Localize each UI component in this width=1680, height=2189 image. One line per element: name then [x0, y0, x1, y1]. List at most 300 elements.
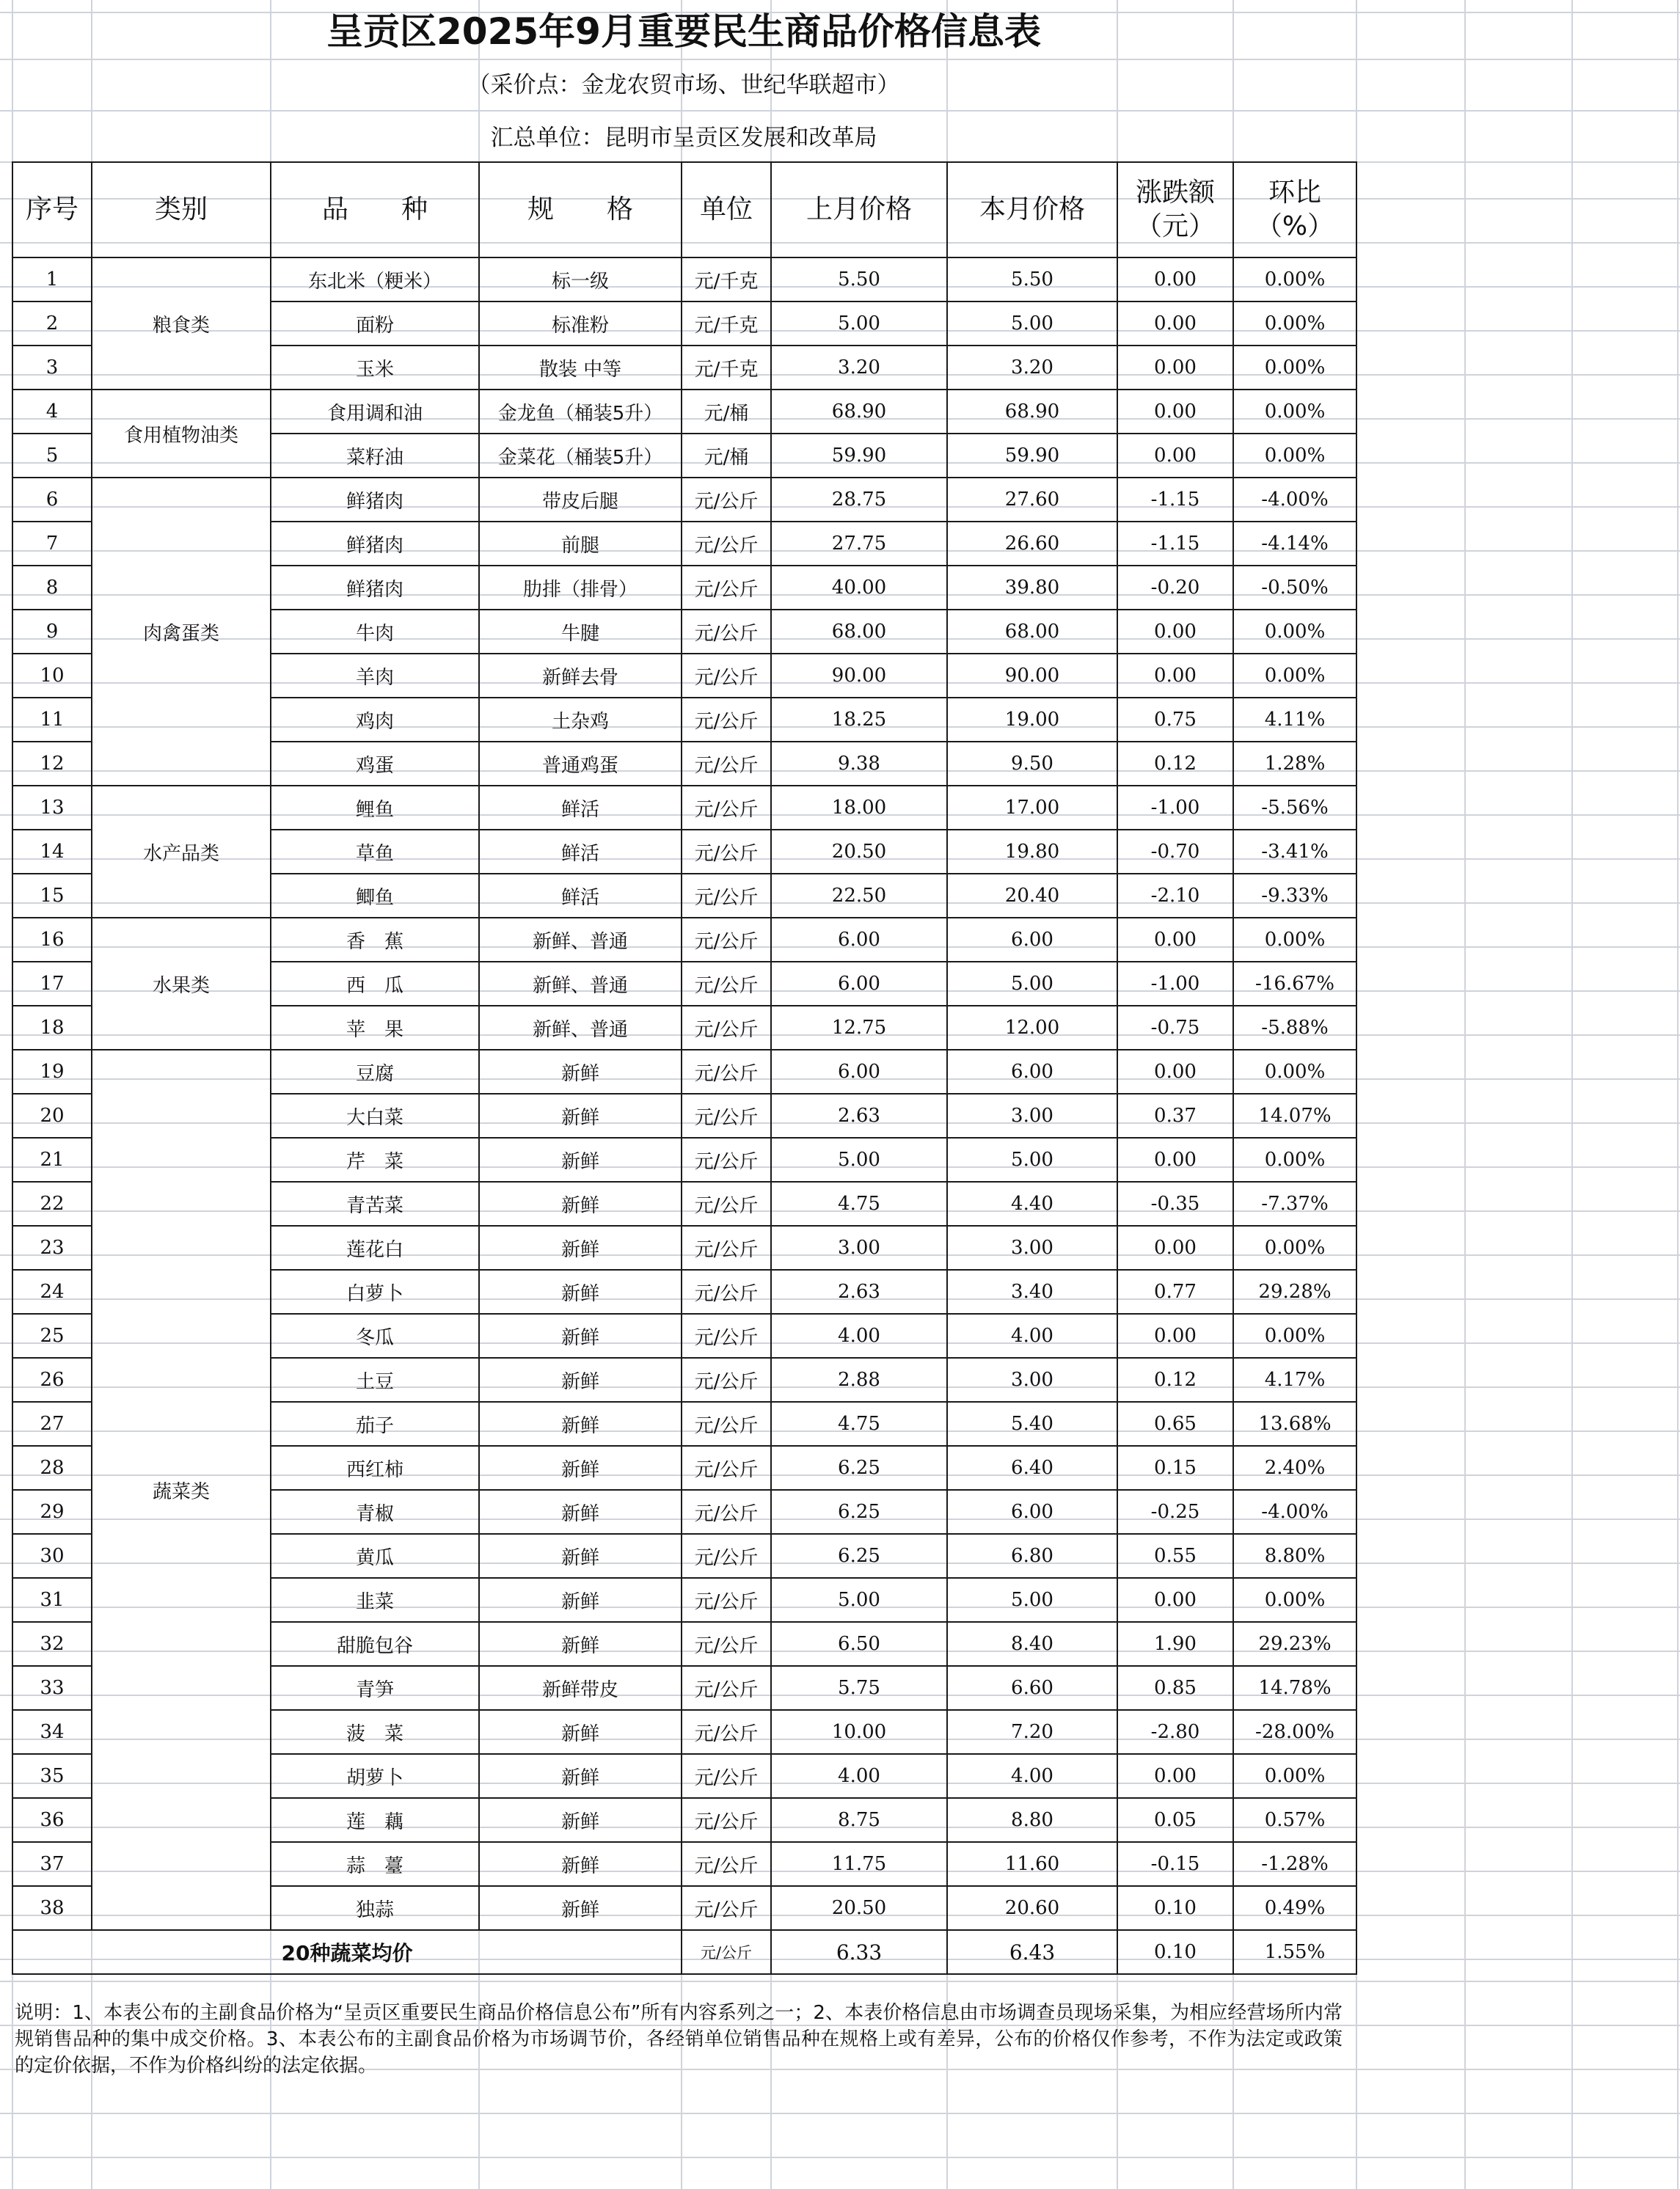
cell-spec: 新鲜带皮: [479, 1666, 682, 1710]
cell-ratio: -28.00%: [1233, 1710, 1356, 1754]
cell-unit: 元/公斤: [682, 742, 771, 786]
cell-change: -0.70: [1117, 830, 1233, 874]
cell-variety: 鸡肉: [271, 698, 479, 742]
cell-current-price: 4.00: [947, 1314, 1117, 1358]
cell-seq: 9: [12, 610, 92, 654]
cell-last-price: 12.75: [771, 1006, 947, 1050]
cell-unit: 元/公斤: [682, 1006, 771, 1050]
cell-change: 0.85: [1117, 1666, 1233, 1710]
cell-unit: 元/公斤: [682, 786, 771, 830]
header-unit: 单位: [682, 162, 771, 257]
cell-spec: 土杂鸡: [479, 698, 682, 742]
cell-last-price: 11.75: [771, 1842, 947, 1886]
cell-current-price: 5.00: [947, 1138, 1117, 1182]
cell-last-price: 9.38: [771, 742, 947, 786]
cell-variety: 鲜猪肉: [271, 522, 479, 566]
cell-spec: 新鲜: [479, 1402, 682, 1446]
cell-change: 0.55: [1117, 1534, 1233, 1578]
cell-seq: 35: [12, 1754, 92, 1798]
grid-line-vertical: [1677, 0, 1679, 2189]
cell-change: -0.75: [1117, 1006, 1233, 1050]
cell-category: 粮食类: [92, 257, 271, 390]
collection-points: （采价点：金龙农贸市场、世纪华联超市）: [467, 72, 900, 98]
cell-unit: 元/公斤: [682, 1226, 771, 1270]
cell-spec: 新鲜、普通: [479, 962, 682, 1006]
cell-unit: 元/千克: [682, 346, 771, 390]
cell-ratio: -4.00%: [1233, 478, 1356, 522]
cell-seq: 33: [12, 1666, 92, 1710]
cell-variety: 苹 果: [271, 1006, 479, 1050]
average-ratio: 1.55%: [1233, 1930, 1356, 1974]
cell-variety: 豆腐: [271, 1050, 479, 1094]
cell-ratio: -0.50%: [1233, 566, 1356, 610]
cell-current-price: 19.00: [947, 698, 1117, 742]
cell-last-price: 5.00: [771, 1578, 947, 1622]
cell-current-price: 8.80: [947, 1798, 1117, 1842]
cell-change: 0.00: [1117, 918, 1233, 962]
cell-current-price: 4.00: [947, 1754, 1117, 1798]
cell-change: -0.20: [1117, 566, 1233, 610]
cell-unit: 元/公斤: [682, 1754, 771, 1798]
cell-seq: 27: [12, 1402, 92, 1446]
cell-change: 0.00: [1117, 654, 1233, 698]
cell-seq: 19: [12, 1050, 92, 1094]
cell-last-price: 27.75: [771, 522, 947, 566]
cell-ratio: 0.00%: [1233, 390, 1356, 434]
cell-change: 0.75: [1117, 698, 1233, 742]
cell-current-price: 17.00: [947, 786, 1117, 830]
cell-variety: 玉米: [271, 346, 479, 390]
cell-variety: 羊肉: [271, 654, 479, 698]
cell-spec: 新鲜去骨: [479, 654, 682, 698]
cell-unit: 元/公斤: [682, 1270, 771, 1314]
average-change: 0.10: [1117, 1930, 1233, 1974]
cell-change: 0.12: [1117, 1358, 1233, 1402]
cell-unit: 元/公斤: [682, 1490, 771, 1534]
cell-last-price: 40.00: [771, 566, 947, 610]
cell-last-price: 2.88: [771, 1358, 947, 1402]
cell-current-price: 9.50: [947, 742, 1117, 786]
cell-last-price: 5.00: [771, 302, 947, 346]
cell-current-price: 8.40: [947, 1622, 1117, 1666]
cell-current-price: 3.40: [947, 1270, 1117, 1314]
cell-current-price: 7.20: [947, 1710, 1117, 1754]
cell-current-price: 20.60: [947, 1886, 1117, 1930]
cell-change: 0.00: [1117, 434, 1233, 478]
cell-ratio: 0.00%: [1233, 1314, 1356, 1358]
cell-spec: 新鲜: [479, 1270, 682, 1314]
cell-change: 0.65: [1117, 1402, 1233, 1446]
cell-last-price: 20.50: [771, 1886, 947, 1930]
cell-change: 0.00: [1117, 1050, 1233, 1094]
cell-unit: 元/公斤: [682, 566, 771, 610]
cell-spec: 鲜活: [479, 830, 682, 874]
cell-seq: 32: [12, 1622, 92, 1666]
cell-seq: 21: [12, 1138, 92, 1182]
cell-variety: 土豆: [271, 1358, 479, 1402]
cell-last-price: 8.75: [771, 1798, 947, 1842]
cell-spec: 新鲜、普通: [479, 918, 682, 962]
cell-change: -0.35: [1117, 1182, 1233, 1226]
cell-spec: 新鲜: [479, 1842, 682, 1886]
cell-category: 食用植物油类: [92, 390, 271, 478]
cell-change: 0.00: [1117, 1754, 1233, 1798]
cell-current-price: 68.90: [947, 390, 1117, 434]
cell-unit: 元/公斤: [682, 1358, 771, 1402]
cell-spec: 新鲜、普通: [479, 1006, 682, 1050]
cell-variety: 面粉: [271, 302, 479, 346]
cell-seq: 17: [12, 962, 92, 1006]
cell-unit: 元/桶: [682, 390, 771, 434]
cell-ratio: -9.33%: [1233, 874, 1356, 918]
cell-ratio: 0.00%: [1233, 1578, 1356, 1622]
cell-spec: 新鲜: [479, 1886, 682, 1930]
cell-ratio: 2.40%: [1233, 1446, 1356, 1490]
header-ratio: [1233, 162, 1356, 257]
cell-variety: 茄子: [271, 1402, 479, 1446]
cell-ratio: -3.41%: [1233, 830, 1356, 874]
cell-variety: 东北米（粳米）: [271, 257, 479, 302]
cell-change: 0.37: [1117, 1094, 1233, 1138]
cell-current-price: 39.80: [947, 566, 1117, 610]
cell-last-price: 68.90: [771, 390, 947, 434]
table-row: [12, 478, 1356, 522]
cell-seq: 11: [12, 698, 92, 742]
cell-current-price: 6.00: [947, 1490, 1117, 1534]
cell-current-price: 20.40: [947, 874, 1117, 918]
cell-last-price: 18.25: [771, 698, 947, 742]
cell-unit: 元/公斤: [682, 1666, 771, 1710]
cell-unit: 元/公斤: [682, 1534, 771, 1578]
cell-variety: 鲫鱼: [271, 874, 479, 918]
cell-last-price: 10.00: [771, 1710, 947, 1754]
cell-seq: 30: [12, 1534, 92, 1578]
cell-seq: 37: [12, 1842, 92, 1886]
cell-ratio: 0.00%: [1233, 1050, 1356, 1094]
cell-seq: 18: [12, 1006, 92, 1050]
table-row: [12, 390, 1356, 434]
summary-unit: 汇总单位：昆明市呈贡区发展和改革局: [490, 125, 877, 151]
cell-last-price: 4.00: [771, 1754, 947, 1798]
cell-current-price: 5.50: [947, 257, 1117, 302]
header-last-price: 上月价格: [771, 162, 947, 257]
header-change: [1117, 162, 1233, 257]
cell-seq: 25: [12, 1314, 92, 1358]
cell-change: 0.05: [1117, 1798, 1233, 1842]
cell-variety: 蒜 薹: [271, 1842, 479, 1886]
cell-spec: 新鲜: [479, 1182, 682, 1226]
cell-spec: 新鲜: [479, 1534, 682, 1578]
cell-spec: 新鲜: [479, 1094, 682, 1138]
cell-seq: 16: [12, 918, 92, 962]
cell-unit: 元/公斤: [682, 478, 771, 522]
grid-line-horizontal: [0, 2113, 1680, 2114]
average-unit: 元/公斤: [682, 1930, 771, 1974]
cell-ratio: 0.00%: [1233, 918, 1356, 962]
cell-seq: 31: [12, 1578, 92, 1622]
cell-ratio: 0.49%: [1233, 1886, 1356, 1930]
cell-change: 0.00: [1117, 346, 1233, 390]
average-label: 20种蔬菜均价: [12, 1930, 682, 1974]
cell-last-price: 6.00: [771, 918, 947, 962]
cell-seq: 23: [12, 1226, 92, 1270]
cell-change: -1.00: [1117, 962, 1233, 1006]
cell-unit: 元/公斤: [682, 1578, 771, 1622]
cell-spec: 散装 中等: [479, 346, 682, 390]
cell-change: 0.12: [1117, 742, 1233, 786]
cell-current-price: 3.00: [947, 1358, 1117, 1402]
cell-seq: 38: [12, 1886, 92, 1930]
cell-ratio: -4.14%: [1233, 522, 1356, 566]
cell-last-price: 18.00: [771, 786, 947, 830]
cell-current-price: 5.00: [947, 1578, 1117, 1622]
average-row: [12, 1930, 1356, 1974]
cell-change: 0.00: [1117, 1578, 1233, 1622]
cell-variety: 草鱼: [271, 830, 479, 874]
cell-change: 0.15: [1117, 1446, 1233, 1490]
cell-ratio: 29.23%: [1233, 1622, 1356, 1666]
cell-unit: 元/公斤: [682, 654, 771, 698]
cell-unit: 元/公斤: [682, 1622, 771, 1666]
cell-change: 0.77: [1117, 1270, 1233, 1314]
cell-change: -1.15: [1117, 522, 1233, 566]
header-category: 类别: [92, 162, 271, 257]
cell-spec: 新鲜: [479, 1358, 682, 1402]
cell-change: 0.10: [1117, 1886, 1233, 1930]
cell-current-price: 6.00: [947, 1050, 1117, 1094]
cell-current-price: 6.60: [947, 1666, 1117, 1710]
cell-change: -1.15: [1117, 478, 1233, 522]
cell-current-price: 3.00: [947, 1094, 1117, 1138]
cell-spec: 新鲜: [479, 1622, 682, 1666]
cell-spec: 金龙鱼（桶装5升）: [479, 390, 682, 434]
cell-change: 0.00: [1117, 1138, 1233, 1182]
cell-variety: 芹 菜: [271, 1138, 479, 1182]
cell-last-price: 4.00: [771, 1314, 947, 1358]
grid-line-horizontal: [0, 1981, 1680, 1982]
cell-last-price: 22.50: [771, 874, 947, 918]
average-last-price: 6.33: [771, 1930, 947, 1974]
cell-spec: 新鲜: [479, 1226, 682, 1270]
cell-change: -0.25: [1117, 1490, 1233, 1534]
cell-variety: 鲤鱼: [271, 786, 479, 830]
cell-unit: 元/公斤: [682, 1182, 771, 1226]
cell-seq: 10: [12, 654, 92, 698]
cell-spec: 肋排（排骨）: [479, 566, 682, 610]
cell-spec: 前腿: [479, 522, 682, 566]
cell-spec: 新鲜: [479, 1138, 682, 1182]
cell-ratio: 29.28%: [1233, 1270, 1356, 1314]
cell-spec: 新鲜: [479, 1798, 682, 1842]
cell-variety: 鲜猪肉: [271, 478, 479, 522]
cell-last-price: 59.90: [771, 434, 947, 478]
cell-seq: 28: [12, 1446, 92, 1490]
header-spec: 规 格: [479, 162, 682, 257]
cell-spec: 鲜活: [479, 786, 682, 830]
page-title: 呈贡区2025年9月重要民生商品价格信息表: [326, 10, 1041, 53]
cell-variety: 胡萝卜: [271, 1754, 479, 1798]
cell-category: 水产品类: [92, 786, 271, 918]
cell-ratio: -5.56%: [1233, 786, 1356, 830]
table-row: [12, 257, 1356, 302]
cell-last-price: 6.25: [771, 1490, 947, 1534]
cell-spec: 新鲜: [479, 1754, 682, 1798]
cell-ratio: 14.07%: [1233, 1094, 1356, 1138]
cell-last-price: 6.25: [771, 1446, 947, 1490]
cell-current-price: 27.60: [947, 478, 1117, 522]
cell-spec: 金菜花（桶装5升）: [479, 434, 682, 478]
cell-ratio: -1.28%: [1233, 1842, 1356, 1886]
cell-variety: 食用调和油: [271, 390, 479, 434]
cell-last-price: 2.63: [771, 1094, 947, 1138]
cell-last-price: 6.25: [771, 1534, 947, 1578]
cell-seq: 7: [12, 522, 92, 566]
cell-seq: 34: [12, 1710, 92, 1754]
cell-variety: 青苦菜: [271, 1182, 479, 1226]
cell-category: 肉禽蛋类: [92, 478, 271, 786]
cell-variety: 莲花白: [271, 1226, 479, 1270]
cell-last-price: 20.50: [771, 830, 947, 874]
cell-last-price: 3.00: [771, 1226, 947, 1270]
cell-unit: 元/公斤: [682, 698, 771, 742]
cell-spec: 标一级: [479, 257, 682, 302]
cell-ratio: 0.00%: [1233, 1138, 1356, 1182]
cell-spec: 带皮后腿: [479, 478, 682, 522]
cell-ratio: 0.00%: [1233, 1754, 1356, 1798]
cell-ratio: 0.00%: [1233, 302, 1356, 346]
cell-seq: 29: [12, 1490, 92, 1534]
cell-current-price: 6.80: [947, 1534, 1117, 1578]
cell-ratio: 13.68%: [1233, 1402, 1356, 1446]
cell-spec: 新鲜: [479, 1710, 682, 1754]
cell-spec: 新鲜: [479, 1578, 682, 1622]
cell-unit: 元/公斤: [682, 1050, 771, 1094]
cell-seq: 8: [12, 566, 92, 610]
cell-ratio: 0.00%: [1233, 346, 1356, 390]
cell-variety: 冬瓜: [271, 1314, 479, 1358]
cell-ratio: -5.88%: [1233, 1006, 1356, 1050]
cell-unit: 元/公斤: [682, 1094, 771, 1138]
cell-current-price: 5.00: [947, 302, 1117, 346]
cell-last-price: 5.50: [771, 257, 947, 302]
cell-last-price: 5.00: [771, 1138, 947, 1182]
cell-change: 0.00: [1117, 610, 1233, 654]
cell-variety: 独蒜: [271, 1886, 479, 1930]
cell-current-price: 11.60: [947, 1842, 1117, 1886]
cell-current-price: 68.00: [947, 610, 1117, 654]
cell-category: 蔬菜类: [92, 1050, 271, 1930]
cell-spec: 新鲜: [479, 1446, 682, 1490]
cell-unit: 元/公斤: [682, 1138, 771, 1182]
cell-variety: 牛肉: [271, 610, 479, 654]
cell-ratio: 4.17%: [1233, 1358, 1356, 1402]
cell-last-price: 68.00: [771, 610, 947, 654]
cell-last-price: 90.00: [771, 654, 947, 698]
cell-spec: 牛腱: [479, 610, 682, 654]
header-row: [12, 162, 1356, 257]
table-body: [12, 257, 1356, 1930]
cell-unit: 元/公斤: [682, 1402, 771, 1446]
grid-line-horizontal: [0, 2157, 1680, 2158]
cell-last-price: 3.20: [771, 346, 947, 390]
cell-variety: 菜籽油: [271, 434, 479, 478]
cell-seq: 26: [12, 1358, 92, 1402]
cell-unit: 元/公斤: [682, 610, 771, 654]
cell-spec: 普通鸡蛋: [479, 742, 682, 786]
cell-variety: 香 蕉: [271, 918, 479, 962]
cell-unit: 元/公斤: [682, 830, 771, 874]
cell-unit: 元/公斤: [682, 1798, 771, 1842]
cell-ratio: 0.00%: [1233, 1226, 1356, 1270]
cell-seq: 6: [12, 478, 92, 522]
cell-variety: 白萝卜: [271, 1270, 479, 1314]
header-ratio-line2: （%）: [1255, 211, 1334, 241]
cell-current-price: 3.00: [947, 1226, 1117, 1270]
cell-seq: 36: [12, 1798, 92, 1842]
header-change-line1: 涨跌额: [1135, 178, 1215, 208]
cell-last-price: 5.75: [771, 1666, 947, 1710]
header-ratio-line1: 环比: [1268, 178, 1321, 208]
cell-category: 水果类: [92, 918, 271, 1050]
cell-change: 0.00: [1117, 257, 1233, 302]
table-row: [12, 918, 1356, 962]
cell-ratio: 0.00%: [1233, 654, 1356, 698]
footnote: 说明：1、本表公布的主副食品价格为“呈贡区重要民生商品价格信息公布”所有内容系列之一；2、本表价格信息由市场调查员现场采集，为相应经营场所内常规销售品种的集中成交价格。3、本表公布的主副食品价格为市场调节价，各经销单位销售品种在规格上或有差异，公布的价格仅作参考，不作为法定或政策的定价依据，不作为价格纠纷的法定依据。: [15, 2002, 1343, 2077]
cell-variety: 鸡蛋: [271, 742, 479, 786]
cell-ratio: 0.57%: [1233, 1798, 1356, 1842]
cell-seq: 12: [12, 742, 92, 786]
cell-unit: 元/千克: [682, 257, 771, 302]
cell-ratio: 0.00%: [1233, 257, 1356, 302]
cell-seq: 5: [12, 434, 92, 478]
cell-last-price: 6.50: [771, 1622, 947, 1666]
cell-last-price: 28.75: [771, 478, 947, 522]
cell-change: 0.00: [1117, 1314, 1233, 1358]
cell-current-price: 5.00: [947, 962, 1117, 1006]
cell-ratio: 1.28%: [1233, 742, 1356, 786]
table-row: [12, 786, 1356, 830]
cell-seq: 3: [12, 346, 92, 390]
cell-seq: 1: [12, 257, 92, 302]
cell-variety: 青笋: [271, 1666, 479, 1710]
cell-change: 0.00: [1117, 1226, 1233, 1270]
cell-variety: 韭菜: [271, 1578, 479, 1622]
cell-unit: 元/公斤: [682, 962, 771, 1006]
cell-ratio: -7.37%: [1233, 1182, 1356, 1226]
cell-seq: 22: [12, 1182, 92, 1226]
cell-seq: 13: [12, 786, 92, 830]
cell-last-price: 6.00: [771, 1050, 947, 1094]
cell-unit: 元/公斤: [682, 874, 771, 918]
cell-seq: 20: [12, 1094, 92, 1138]
cell-seq: 14: [12, 830, 92, 874]
cell-current-price: 5.40: [947, 1402, 1117, 1446]
cell-change: 0.00: [1117, 390, 1233, 434]
cell-seq: 15: [12, 874, 92, 918]
cell-variety: 鲜猪肉: [271, 566, 479, 610]
cell-unit: 元/公斤: [682, 522, 771, 566]
cell-current-price: 19.80: [947, 830, 1117, 874]
cell-ratio: -4.00%: [1233, 1490, 1356, 1534]
cell-variety: 莲 藕: [271, 1798, 479, 1842]
cell-current-price: 90.00: [947, 654, 1117, 698]
grid-line-vertical: [1464, 0, 1466, 2189]
cell-spec: 新鲜: [479, 1050, 682, 1094]
cell-current-price: 59.90: [947, 434, 1117, 478]
cell-ratio: 0.00%: [1233, 610, 1356, 654]
cell-unit: 元/公斤: [682, 1314, 771, 1358]
cell-current-price: 26.60: [947, 522, 1117, 566]
